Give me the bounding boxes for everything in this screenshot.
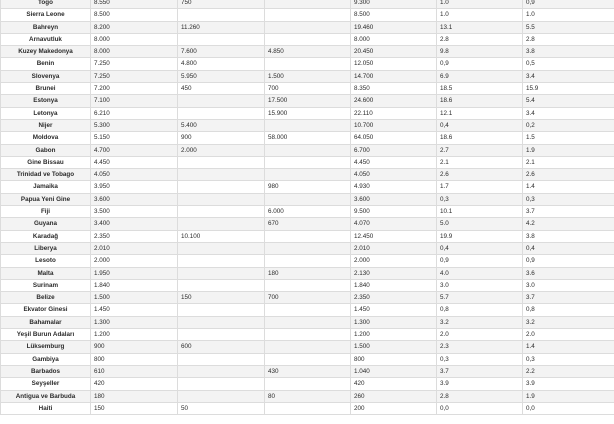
value-cell-1: 1.450 <box>91 304 178 316</box>
value-cell-2 <box>178 316 265 328</box>
table-row <box>1 181 614 193</box>
total-cell: 1.200 <box>351 329 437 341</box>
ratio-cell-2: 3.2 <box>523 316 614 328</box>
ratio-cell-1: 1.7 <box>437 181 523 193</box>
ratio-cell-2: 3.7 <box>523 292 614 304</box>
ratio-cell-1: 2.0 <box>437 329 523 341</box>
total-cell: 200 <box>351 402 437 414</box>
ratio-cell-1: 0,9 <box>437 58 523 70</box>
total-cell: 64.050 <box>351 132 437 144</box>
table-row <box>1 132 614 144</box>
ratio-cell-2: 0,4 <box>523 242 614 254</box>
value-cell-3 <box>265 316 351 328</box>
value-cell-1: 3.950 <box>91 181 178 193</box>
value-cell-3 <box>265 33 351 45</box>
value-cell-1: 3.400 <box>91 218 178 230</box>
country-cell: Bahreyn <box>1 21 91 33</box>
value-cell-2: 4.800 <box>178 58 265 70</box>
value-cell-2 <box>178 304 265 316</box>
total-cell: 6.700 <box>351 144 437 156</box>
country-cell: Haiti <box>1 402 91 414</box>
country-cell: Bahamalar <box>1 316 91 328</box>
ratio-cell-1: 5.0 <box>437 218 523 230</box>
ratio-cell-2: 0,0 <box>523 402 614 414</box>
table-row <box>1 255 614 267</box>
total-cell: 2.350 <box>351 292 437 304</box>
value-cell-1: 7.100 <box>91 95 178 107</box>
value-cell-2: 750 <box>178 0 265 9</box>
ratio-cell-1: 0,3 <box>437 193 523 205</box>
table-row <box>1 0 614 9</box>
ratio-cell-1: 10.1 <box>437 206 523 218</box>
value-cell-1: 4.050 <box>91 169 178 181</box>
value-cell-2 <box>178 107 265 119</box>
ratio-cell-2: 3.8 <box>523 230 614 242</box>
ratio-cell-1: 9.8 <box>437 46 523 58</box>
value-cell-1: 8.500 <box>91 9 178 21</box>
value-cell-2 <box>178 329 265 341</box>
ratio-cell-2: 5.5 <box>523 21 614 33</box>
total-cell: 2.010 <box>351 242 437 254</box>
ratio-cell-2: 1.0 <box>523 9 614 21</box>
country-cell: Sierra Leone <box>1 9 91 21</box>
ratio-cell-1: 0,0 <box>437 402 523 414</box>
ratio-cell-2: 0,8 <box>523 304 614 316</box>
table-row <box>1 119 614 131</box>
value-cell-3: 700 <box>265 83 351 95</box>
table-row <box>1 144 614 156</box>
total-cell: 22.110 <box>351 107 437 119</box>
country-cell: Brunei <box>1 83 91 95</box>
value-cell-1: 3.500 <box>91 206 178 218</box>
ratio-cell-1: 0,4 <box>437 242 523 254</box>
value-cell-2: 600 <box>178 341 265 353</box>
value-cell-3 <box>265 341 351 353</box>
country-cell: Nijer <box>1 119 91 131</box>
country-cell: Lesoto <box>1 255 91 267</box>
value-cell-2: 150 <box>178 292 265 304</box>
ratio-cell-2: 3.8 <box>523 46 614 58</box>
value-cell-2 <box>178 279 265 291</box>
value-cell-1: 1.500 <box>91 292 178 304</box>
value-cell-3 <box>265 242 351 254</box>
ratio-cell-1: 0,8 <box>437 304 523 316</box>
value-cell-3: 180 <box>265 267 351 279</box>
total-cell: 800 <box>351 353 437 365</box>
country-cell: Barbados <box>1 365 91 377</box>
country-cell: Jamaika <box>1 181 91 193</box>
value-cell-2 <box>178 267 265 279</box>
value-cell-1: 2.010 <box>91 242 178 254</box>
country-cell: Seyşeller <box>1 378 91 390</box>
value-cell-1: 7.250 <box>91 58 178 70</box>
ratio-cell-2: 3.4 <box>523 107 614 119</box>
table-row <box>1 230 614 242</box>
table-row <box>1 95 614 107</box>
ratio-cell-1: 3.2 <box>437 316 523 328</box>
total-cell: 9.300 <box>351 0 437 9</box>
total-cell: 20.450 <box>351 46 437 58</box>
value-cell-2 <box>178 218 265 230</box>
total-cell: 8.500 <box>351 9 437 21</box>
table-row <box>1 33 614 45</box>
value-cell-1: 180 <box>91 390 178 402</box>
country-cell: Trinidad ve Tobago <box>1 169 91 181</box>
ratio-cell-1: 0,3 <box>437 353 523 365</box>
ratio-cell-2: 0,3 <box>523 353 614 365</box>
country-cell: Letonya <box>1 107 91 119</box>
total-cell: 2.130 <box>351 267 437 279</box>
value-cell-1: 8.200 <box>91 21 178 33</box>
value-cell-3: 670 <box>265 218 351 230</box>
country-cell: Surinam <box>1 279 91 291</box>
country-cell: Gambiya <box>1 353 91 365</box>
total-cell: 2.000 <box>351 255 437 267</box>
value-cell-1: 8.000 <box>91 46 178 58</box>
value-cell-3: 15.900 <box>265 107 351 119</box>
value-cell-1: 8.000 <box>91 33 178 45</box>
total-cell: 12.050 <box>351 58 437 70</box>
table-row <box>1 107 614 119</box>
total-cell: 4.050 <box>351 169 437 181</box>
value-cell-1: 8.550 <box>91 0 178 9</box>
ratio-cell-1: 0,4 <box>437 119 523 131</box>
ratio-cell-2: 2.1 <box>523 156 614 168</box>
ratio-cell-1: 5.7 <box>437 292 523 304</box>
total-cell: 14.700 <box>351 70 437 82</box>
value-cell-2: 450 <box>178 83 265 95</box>
table-row <box>1 378 614 390</box>
value-cell-2 <box>178 181 265 193</box>
ratio-cell-1: 18.6 <box>437 132 523 144</box>
table-row <box>1 365 614 377</box>
table-row <box>1 353 614 365</box>
value-cell-3 <box>265 144 351 156</box>
ratio-cell-2: 1.4 <box>523 341 614 353</box>
table-row <box>1 156 614 168</box>
table-row <box>1 46 614 58</box>
value-cell-3: 58.000 <box>265 132 351 144</box>
value-cell-1: 7.250 <box>91 70 178 82</box>
value-cell-1: 4.700 <box>91 144 178 156</box>
value-cell-2 <box>178 95 265 107</box>
value-cell-2 <box>178 353 265 365</box>
value-cell-1: 1.840 <box>91 279 178 291</box>
value-cell-2 <box>178 242 265 254</box>
table-row <box>1 169 614 181</box>
ratio-cell-2: 0,3 <box>523 193 614 205</box>
value-cell-1: 5.150 <box>91 132 178 144</box>
ratio-cell-1: 19.9 <box>437 230 523 242</box>
value-cell-3 <box>265 255 351 267</box>
table-row <box>1 402 614 414</box>
value-cell-3 <box>265 169 351 181</box>
value-cell-2 <box>178 9 265 21</box>
ratio-cell-1: 1.0 <box>437 9 523 21</box>
total-cell: 260 <box>351 390 437 402</box>
ratio-cell-2: 1.9 <box>523 390 614 402</box>
value-cell-1: 7.200 <box>91 83 178 95</box>
value-cell-3 <box>265 0 351 9</box>
ratio-cell-2: 0,9 <box>523 0 614 9</box>
total-cell: 12.450 <box>351 230 437 242</box>
value-cell-2: 2.000 <box>178 144 265 156</box>
value-cell-1: 610 <box>91 365 178 377</box>
table-row <box>1 267 614 279</box>
country-cell: Kuzey Makedonya <box>1 46 91 58</box>
country-cell: Liberya <box>1 242 91 254</box>
table-body <box>1 0 614 415</box>
ratio-cell-2: 0,9 <box>523 255 614 267</box>
ratio-cell-1: 3.0 <box>437 279 523 291</box>
ratio-cell-2: 1.5 <box>523 132 614 144</box>
value-cell-1: 6.210 <box>91 107 178 119</box>
ratio-cell-2: 3.4 <box>523 70 614 82</box>
total-cell: 19.460 <box>351 21 437 33</box>
value-cell-2 <box>178 33 265 45</box>
value-cell-3 <box>265 9 351 21</box>
country-cell: Malta <box>1 267 91 279</box>
value-cell-3: 1.500 <box>265 70 351 82</box>
country-cell: Karadağ <box>1 230 91 242</box>
country-cell: Benin <box>1 58 91 70</box>
total-cell: 4.070 <box>351 218 437 230</box>
value-cell-3 <box>265 329 351 341</box>
ratio-cell-2: 1.4 <box>523 181 614 193</box>
value-cell-1: 1.200 <box>91 329 178 341</box>
table-row <box>1 316 614 328</box>
country-cell: Antigua ve Barbuda <box>1 390 91 402</box>
value-cell-3: 4.850 <box>265 46 351 58</box>
value-cell-1: 420 <box>91 378 178 390</box>
ratio-cell-1: 3.9 <box>437 378 523 390</box>
total-cell: 420 <box>351 378 437 390</box>
value-cell-1: 1.950 <box>91 267 178 279</box>
value-cell-3 <box>265 58 351 70</box>
ratio-cell-2: 2.8 <box>523 33 614 45</box>
value-cell-1: 1.300 <box>91 316 178 328</box>
value-cell-3 <box>265 193 351 205</box>
ratio-cell-2: 0,2 <box>523 119 614 131</box>
total-cell: 24.600 <box>351 95 437 107</box>
value-cell-1: 900 <box>91 341 178 353</box>
value-cell-3: 6.000 <box>265 206 351 218</box>
table-row <box>1 21 614 33</box>
total-cell: 9.500 <box>351 206 437 218</box>
country-cell: Gine Bissau <box>1 156 91 168</box>
total-cell: 1.450 <box>351 304 437 316</box>
table-row <box>1 304 614 316</box>
value-cell-2 <box>178 378 265 390</box>
value-cell-3 <box>265 353 351 365</box>
value-cell-2: 5.950 <box>178 70 265 82</box>
table-row <box>1 70 614 82</box>
value-cell-1: 2.350 <box>91 230 178 242</box>
ratio-cell-1: 2.8 <box>437 390 523 402</box>
value-cell-3 <box>265 378 351 390</box>
ratio-cell-1: 6.9 <box>437 70 523 82</box>
value-cell-2 <box>178 365 265 377</box>
ratio-cell-2: 2.2 <box>523 365 614 377</box>
ratio-cell-1: 3.7 <box>437 365 523 377</box>
table-row <box>1 83 614 95</box>
total-cell: 1.300 <box>351 316 437 328</box>
country-cell: Slovenya <box>1 70 91 82</box>
table-row <box>1 292 614 304</box>
ratio-cell-1: 2.7 <box>437 144 523 156</box>
ratio-cell-1: 2.8 <box>437 33 523 45</box>
value-cell-2 <box>178 156 265 168</box>
ratio-cell-2: 15.9 <box>523 83 614 95</box>
value-cell-3 <box>265 279 351 291</box>
value-cell-2 <box>178 169 265 181</box>
ratio-cell-1: 18.5 <box>437 83 523 95</box>
country-cell: Estonya <box>1 95 91 107</box>
country-cell: Ekvator Ginesi <box>1 304 91 316</box>
value-cell-1: 150 <box>91 402 178 414</box>
ratio-cell-2: 2.0 <box>523 329 614 341</box>
country-cell: Belize <box>1 292 91 304</box>
country-cell: Papua Yeni Gine <box>1 193 91 205</box>
value-cell-3: 80 <box>265 390 351 402</box>
country-cell: Togo <box>1 0 91 9</box>
country-cell: Yeşil Burun Adaları <box>1 329 91 341</box>
country-cell: Arnavutluk <box>1 33 91 45</box>
value-cell-2 <box>178 255 265 267</box>
ratio-cell-1: 2.1 <box>437 156 523 168</box>
table-row <box>1 218 614 230</box>
value-cell-2: 10.100 <box>178 230 265 242</box>
total-cell: 8.000 <box>351 33 437 45</box>
total-cell: 4.450 <box>351 156 437 168</box>
table-row <box>1 329 614 341</box>
value-cell-3 <box>265 21 351 33</box>
table-row <box>1 242 614 254</box>
ratio-cell-2: 5.4 <box>523 95 614 107</box>
total-cell: 1.500 <box>351 341 437 353</box>
value-cell-1: 4.450 <box>91 156 178 168</box>
country-cell: Gabon <box>1 144 91 156</box>
ratio-cell-2: 3.6 <box>523 267 614 279</box>
ratio-cell-1: 2.6 <box>437 169 523 181</box>
ratio-cell-1: 4.0 <box>437 267 523 279</box>
table-row <box>1 279 614 291</box>
value-cell-3: 700 <box>265 292 351 304</box>
ratio-cell-2: 0,5 <box>523 58 614 70</box>
ratio-cell-2: 1.9 <box>523 144 614 156</box>
value-cell-1: 2.000 <box>91 255 178 267</box>
value-cell-2 <box>178 206 265 218</box>
value-cell-2: 900 <box>178 132 265 144</box>
total-cell: 4.930 <box>351 181 437 193</box>
country-cell: Guyana <box>1 218 91 230</box>
value-cell-3: 430 <box>265 365 351 377</box>
value-cell-1: 5.300 <box>91 119 178 131</box>
table-row <box>1 206 614 218</box>
ratio-cell-2: 3.7 <box>523 206 614 218</box>
ratio-cell-1: 18.6 <box>437 95 523 107</box>
ratio-cell-1: 2.3 <box>437 341 523 353</box>
value-cell-3 <box>265 402 351 414</box>
table-row <box>1 193 614 205</box>
table-row <box>1 341 614 353</box>
ratio-cell-1: 12.1 <box>437 107 523 119</box>
ratio-cell-2: 3.0 <box>523 279 614 291</box>
value-cell-2 <box>178 193 265 205</box>
ratio-cell-2: 3.9 <box>523 378 614 390</box>
country-cell: Moldova <box>1 132 91 144</box>
ratio-cell-2: 4.2 <box>523 218 614 230</box>
total-cell: 1.840 <box>351 279 437 291</box>
value-cell-2: 7.600 <box>178 46 265 58</box>
ratio-cell-1: 0,9 <box>437 255 523 267</box>
ratio-cell-1: 1.0 <box>437 0 523 9</box>
value-cell-3 <box>265 304 351 316</box>
value-cell-3: 17.500 <box>265 95 351 107</box>
value-cell-2: 50 <box>178 402 265 414</box>
total-cell: 8.350 <box>351 83 437 95</box>
country-cell: Lüksemburg <box>1 341 91 353</box>
value-cell-2 <box>178 390 265 402</box>
ratio-cell-1: 13.1 <box>437 21 523 33</box>
value-cell-2: 11.260 <box>178 21 265 33</box>
value-cell-1: 3.600 <box>91 193 178 205</box>
value-cell-2: 5.400 <box>178 119 265 131</box>
ratio-cell-2: 2.6 <box>523 169 614 181</box>
value-cell-1: 800 <box>91 353 178 365</box>
table-row <box>1 390 614 402</box>
value-cell-3 <box>265 156 351 168</box>
value-cell-3: 980 <box>265 181 351 193</box>
value-cell-3 <box>265 230 351 242</box>
total-cell: 10.700 <box>351 119 437 131</box>
table-row <box>1 9 614 21</box>
country-cell: Fiji <box>1 206 91 218</box>
total-cell: 3.600 <box>351 193 437 205</box>
total-cell: 1.040 <box>351 365 437 377</box>
value-cell-3 <box>265 119 351 131</box>
table-row <box>1 58 614 70</box>
